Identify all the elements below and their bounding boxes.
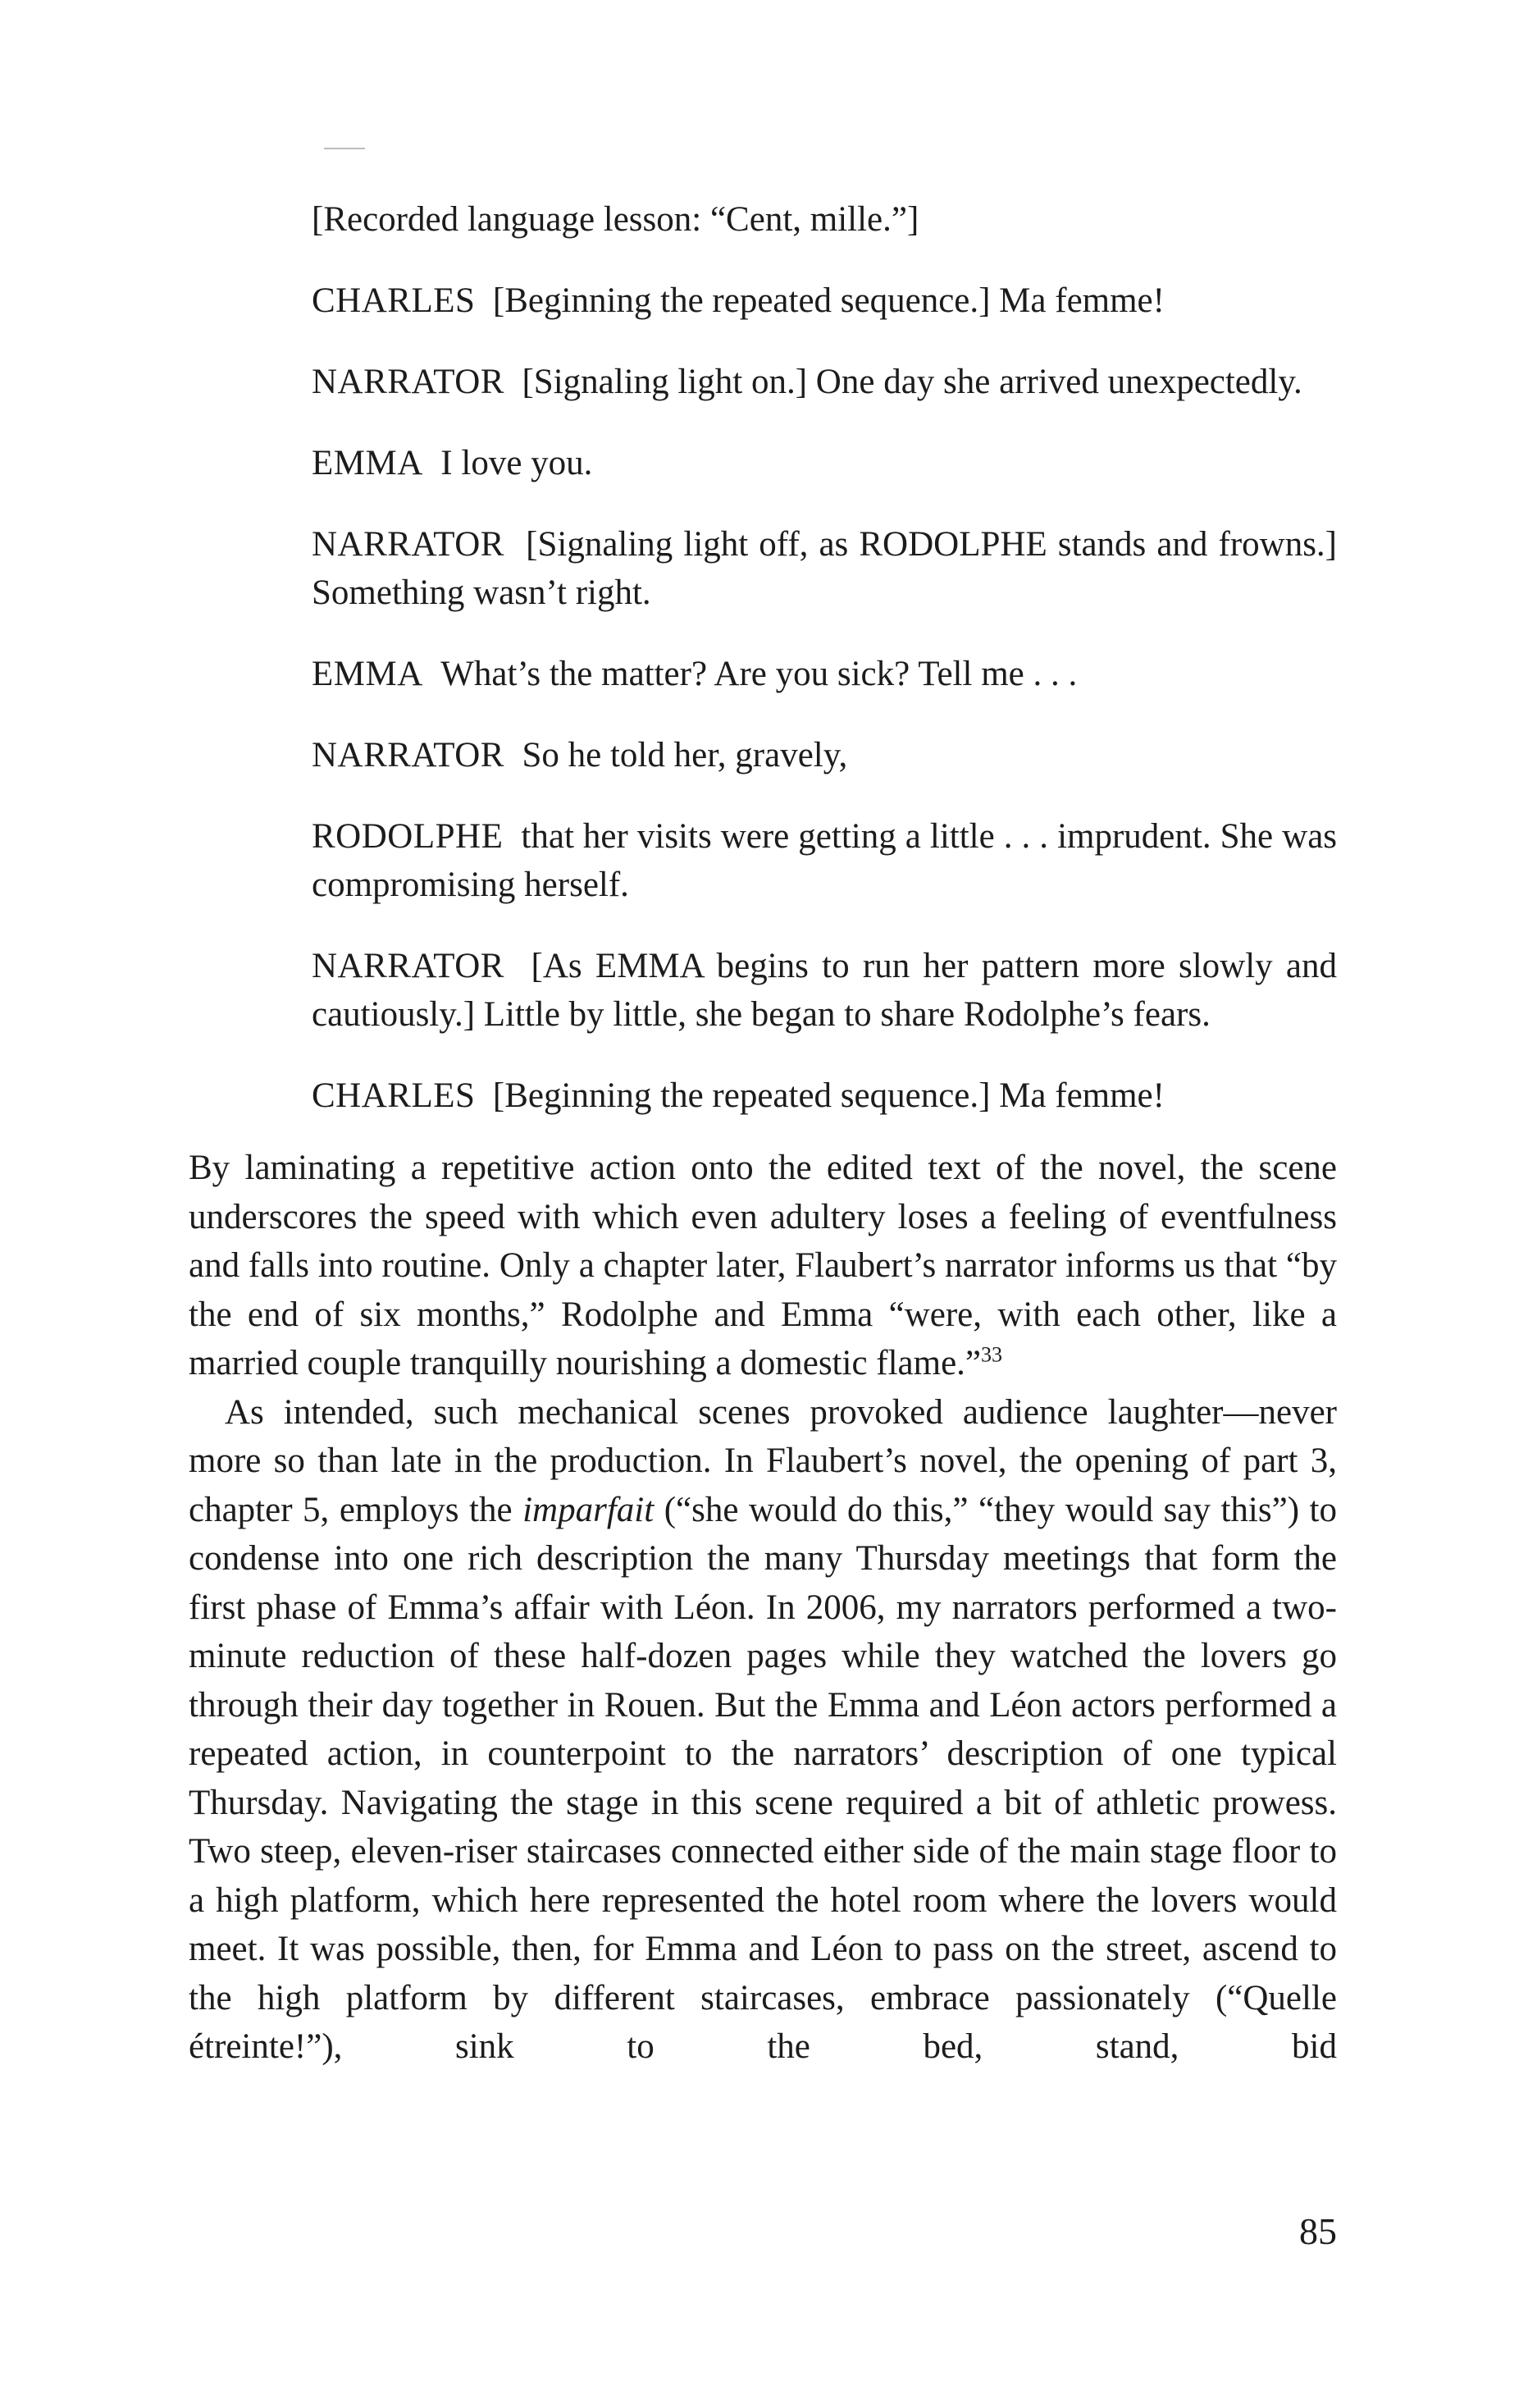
script-line [312, 650, 1337, 698]
body-text [189, 1144, 1337, 2072]
top-rule [324, 148, 365, 149]
script-excerpt [312, 195, 1337, 1120]
script-line [312, 276, 1337, 325]
speaker-name: NARRATOR [312, 947, 504, 985]
script-line [312, 439, 1337, 487]
script-line [312, 942, 1337, 1039]
stage-direction: [Recorded language lesson: “Cent, mille.”] [312, 200, 919, 239]
script-line [312, 195, 1337, 244]
speaker-name: EMMA [312, 444, 423, 482]
speaker-name: EMMA [312, 655, 423, 693]
dialogue-text: [Beginning the repeated sequence.] Ma femme! [492, 1076, 1165, 1115]
paragraph [189, 1388, 1337, 2072]
paragraph-text: By laminating a repetitive action onto the edited text of the novel, the scene underscores the speed with which even adultery loses a feeling of eventfulness and falls into routine. Only a chapter later, Flaubert’s narrator informs us that “by the end of six months,” Rodolphe and Emma “were, with each other, like a married couple tranquilly nourishing a domestic flame.” [189, 1149, 1337, 1382]
script-line [312, 520, 1337, 617]
script-line [312, 358, 1337, 406]
dialogue-text: [Signaling light on.] One day she arrived unexpectedly. [522, 363, 1302, 401]
speaker-name: NARRATOR [312, 525, 504, 564]
dialogue-text: [Signaling light off, as RODOLPHE stands and frowns.] Something wasn’t right. [312, 525, 1338, 612]
dialogue-text: What’s the matter? Are you sick? Tell me . . . [440, 655, 1078, 693]
paragraph-text: As intended, such mechanical scenes provoked audience laughter—never more so than late in the production. In Flaubert’s novel, the opening of part 3, chapter 5, employs the [189, 1392, 1337, 1529]
speaker-name: RODOLPHE [312, 817, 504, 856]
dialogue-text: [Beginning the repeated sequence.] Ma femme! [492, 281, 1165, 320]
italic-term: imparfait [522, 1490, 655, 1529]
dialogue-text: that her visits were getting a little . . . imprudent. She was compromising herself. [312, 817, 1338, 904]
dialogue-text: [As EMMA begins to run her pattern more slowly and cautiously.] Little by little, she began to share Rodolphe’s fears. [312, 947, 1337, 1034]
speaker-name: CHARLES [312, 1076, 476, 1115]
footnote-marker: 33 [981, 1342, 1003, 1367]
dialogue-text: I love you. [440, 444, 593, 482]
dialogue-text: So he told her, gravely, [522, 736, 848, 774]
page-number: 85 [1299, 2210, 1337, 2252]
script-line [312, 731, 1337, 779]
paragraph-text: (“she would do this,” “they would say this”) to condense into one rich description the many Thursday meetings that form the first phase of Emma’s affair with Léon. In 2006, my narrators performed a two-minute reduction of these half-dozen pages while they watched the lovers go through their day together in Rouen. But the Emma and Léon actors performed a repeated action, in counterpoint to the narrators’ description of one typical Thursday. Navigating the stage in this scene required a bit of athletic prowess. Two steep, eleven-riser staircases connected either side of the main stage floor to a high platform, which here represented the hotel room where the lovers would meet. It was possible, then, for Emma and Léon to pass on the street, ascend to the high platform by different staircases, embrace passionately (“Quelle étreinte!”), sink to the bed, stand, bid [189, 1490, 1337, 2066]
script-line [312, 1071, 1337, 1120]
speaker-name: CHARLES [312, 281, 476, 320]
speaker-name: NARRATOR [312, 736, 504, 774]
paragraph [189, 1144, 1337, 1388]
speaker-name: NARRATOR [312, 363, 504, 401]
script-line [312, 812, 1337, 909]
